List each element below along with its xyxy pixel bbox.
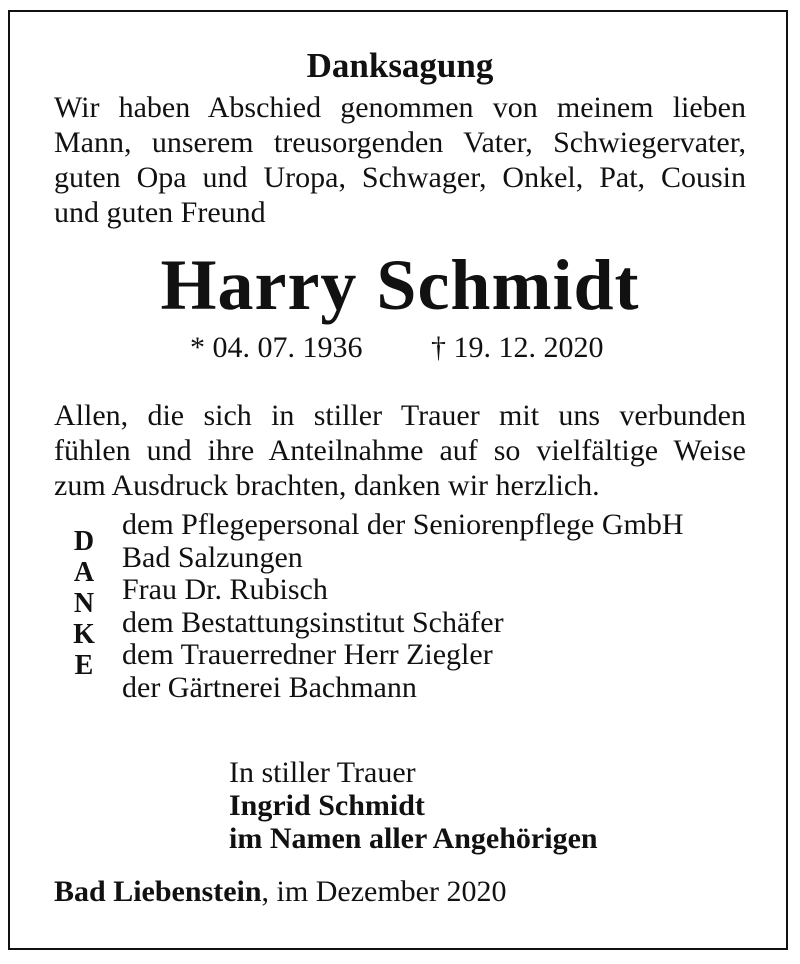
thanks-line: Allen, die sich in stiller Trauer mit uns verbunden [54,399,746,432]
signature-name: Ingrid Schmidt [229,789,425,822]
intro-line: und guten Freund [54,196,266,229]
danke-vertical [64,526,104,681]
intro-line: Wir haben Abschied genommen von meinem lieben [54,91,746,124]
place-date-text: , im Dezember 2020 [261,875,507,908]
intro-text [54,90,746,230]
recipient-list [122,509,684,704]
signature-family: im Namen aller Angehörigen [229,822,598,855]
recipient-item: dem Trauerredner Herr Ziegler [122,638,493,671]
danke-letter: D [73,526,95,557]
recipient-item: der Gärtnerei Bachmann [122,670,417,704]
recipient-item: dem Bestattungsinstitut Schäfer [122,605,504,639]
place-date [54,874,506,910]
birth-date: * 04. 07. 1936 [190,331,363,364]
danke-letter: K [73,619,95,650]
thanks-line: fühlen und ihre Anteilnahme auf so vielfältige Weise [54,434,746,467]
danke-letter: N [73,588,95,619]
danke-letter: E [74,650,94,681]
heading: Danksagung [306,46,494,85]
recipient-item: Frau Dr. Rubisch [122,573,328,606]
intro-line: Mann, unserem treusorgenden Vater, Schwiegervater, [54,126,746,159]
death-date: † 19. 12. 2020 [431,331,604,364]
deceased-name: Harry Schmidt [160,245,640,325]
recipient-item: Bad Salzungen [122,540,303,574]
recipient-item: dem Pflegepersonal der Seniorenpflege GmbH [122,508,684,541]
thanks-line: zum Ausdruck brachten, danken wir herzlich. [54,469,600,502]
intro-line: guten Opa und Uropa, Schwager, Onkel, Pat, Cousin [54,161,746,194]
signature-block [229,756,598,855]
place-town: Bad Liebenstein [54,875,262,908]
thanks-text [54,398,746,503]
signature-intro: In stiller Trauer [229,756,416,789]
danke-letter: A [73,557,95,588]
